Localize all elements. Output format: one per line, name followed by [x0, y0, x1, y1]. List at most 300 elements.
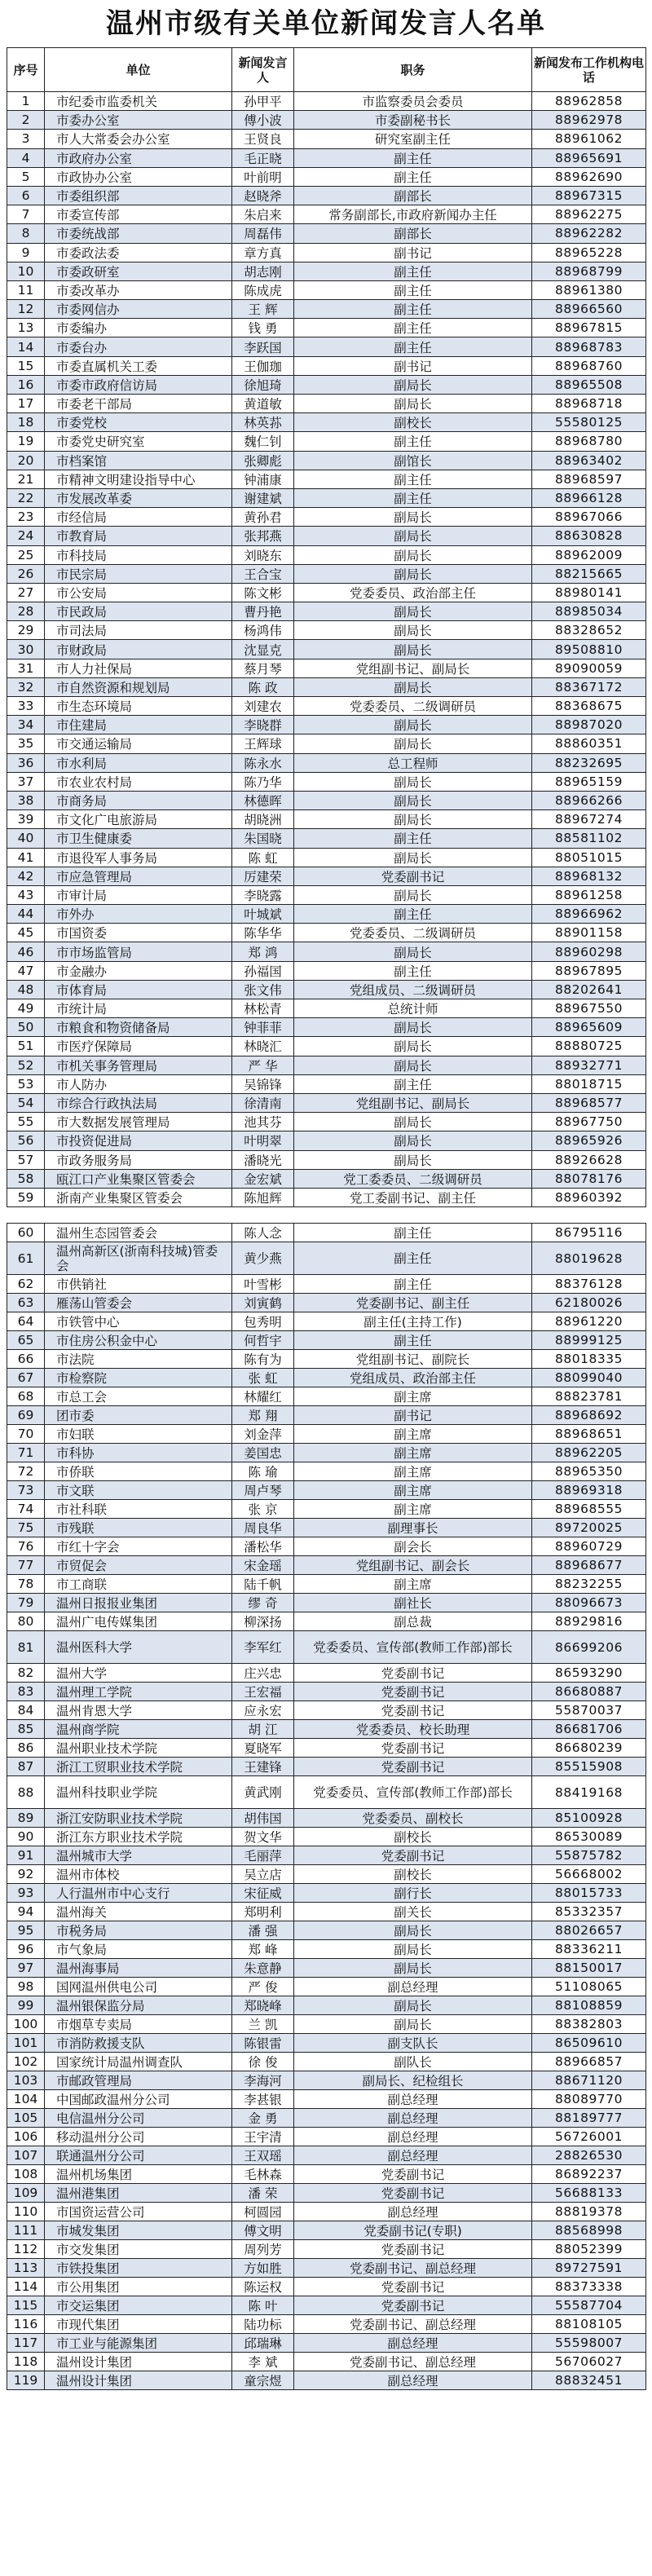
spokesman-name: 王贤良: [232, 130, 294, 148]
phone-number: 88960392: [532, 1188, 646, 1206]
phone-number: 88965228: [532, 243, 646, 262]
unit-name: 市红十字会: [45, 1537, 232, 1556]
unit-name: 市商务局: [45, 791, 232, 809]
phone-number: 88968132: [532, 867, 646, 885]
unit-name: 市委统战部: [45, 224, 232, 243]
unit-name: 移动温州分公司: [45, 2128, 232, 2146]
spokesman-name: 章方真: [232, 243, 294, 262]
phone-number: 89720025: [532, 1519, 646, 1537]
spokesman-name: 郑明利: [232, 1903, 294, 1921]
duty: 副局长、纪检组长: [294, 2071, 532, 2090]
row-number: 57: [7, 1150, 45, 1169]
spokesman-name: 潘松华: [232, 1537, 294, 1556]
phone-number: 88968783: [532, 337, 646, 356]
table-row: [7, 300, 646, 319]
table-row: [7, 1631, 646, 1664]
row-number: 8: [7, 224, 45, 243]
row-number: 52: [7, 1056, 45, 1074]
row-number: 97: [7, 1959, 45, 1978]
unit-name: 市人力社保局: [45, 659, 232, 677]
row-number: 2: [7, 111, 45, 130]
row-number: 109: [7, 2184, 45, 2203]
spokesman-name: 徐旭琦: [232, 375, 294, 394]
duty: 副会长: [294, 1537, 532, 1556]
unit-name: 人行温州市中心支行: [45, 1884, 232, 1903]
duty: 副主任: [294, 961, 532, 980]
phone-number: 88967066: [532, 508, 646, 527]
unit-name: 市供销社: [45, 1275, 232, 1294]
duty: 副总经理: [294, 2334, 532, 2353]
row-number: 39: [7, 810, 45, 829]
spokesman-name: 黄孙君: [232, 508, 294, 527]
unit-name: 市发展改革委: [45, 488, 232, 507]
duty: 党工委副书记、副主任: [294, 1188, 532, 1206]
phone-number: 88096673: [532, 1594, 646, 1612]
unit-name: 市住建局: [45, 716, 232, 734]
unit-name: 市民宗局: [45, 564, 232, 583]
row-number: 7: [7, 205, 45, 224]
table-row: [7, 677, 646, 696]
duty: 常务副部长,市政府新闻办主任: [294, 205, 532, 224]
spokesman-name: 黄道敏: [232, 395, 294, 413]
duty: 副总经理: [294, 2128, 532, 2146]
phone-number: 88568998: [532, 2221, 646, 2240]
phone-number: 88968651: [532, 1425, 646, 1444]
spokesman-name: 黄武刚: [232, 1776, 294, 1809]
row-number: 86: [7, 1739, 45, 1758]
unit-name: 市人大常委会办公室: [45, 130, 232, 148]
unit-name: 市审计局: [45, 885, 232, 904]
phone-number: 88108105: [532, 2315, 646, 2334]
table-row: [7, 1519, 646, 1537]
table-row: [7, 1921, 646, 1940]
row-number: 70: [7, 1425, 45, 1444]
spokesman-name: 孙福国: [232, 961, 294, 980]
duty: 副局长: [294, 640, 532, 659]
table-row: [7, 2203, 646, 2221]
duty: 副主席: [294, 1387, 532, 1406]
table-row: [7, 2353, 646, 2371]
spokesman-name: 周列芳: [232, 2240, 294, 2259]
unit-name: 瓯江口产业集聚区管委会: [45, 1169, 232, 1188]
duty: 副局长: [294, 621, 532, 640]
duty: 副局长: [294, 2015, 532, 2034]
table-row: [7, 111, 646, 130]
table-row: [7, 451, 646, 470]
row-number: 95: [7, 1921, 45, 1940]
table-row: [7, 753, 646, 772]
row-number: 87: [7, 1758, 45, 1776]
phone-number: 86795116: [532, 1224, 646, 1242]
table-row: [7, 508, 646, 527]
table-row: [7, 1664, 646, 1683]
row-number: 92: [7, 1865, 45, 1884]
header-phone: 新闻发布工作机构电话: [532, 48, 646, 92]
row-number: 20: [7, 451, 45, 470]
phone-number: 88832451: [532, 2371, 646, 2390]
phone-number: 86593290: [532, 1664, 646, 1683]
table-row: [7, 262, 646, 280]
phone-number: 88932771: [532, 1056, 646, 1074]
unit-name: 市住房公积金中心: [45, 1331, 232, 1350]
phone-number: 88962205: [532, 1444, 646, 1462]
duty: 党委副书记: [294, 867, 532, 885]
spokesman-name: 刘寅鹤: [232, 1294, 294, 1312]
row-number: 42: [7, 867, 45, 885]
duty: 副局长: [294, 716, 532, 734]
unit-name: 温州高新区(浙南科技城)管委会: [45, 1242, 232, 1275]
unit-name: 市国资运营公司: [45, 2203, 232, 2221]
spokesman-name: 吴锦锋: [232, 1074, 294, 1093]
spokesman-name: 林耀红: [232, 1387, 294, 1406]
table-row: [7, 716, 646, 734]
duty: 副主任: [294, 148, 532, 167]
unit-name: 温州银保监分局: [45, 1996, 232, 2015]
row-number: 83: [7, 1683, 45, 1701]
table-row: [7, 1331, 646, 1350]
unit-name: 市统计局: [45, 999, 232, 1018]
spokesman-name: 钟浦康: [232, 470, 294, 488]
table-row: [7, 488, 646, 507]
unit-name: 温州日报报业集团: [45, 1594, 232, 1612]
row-number: 63: [7, 1294, 45, 1312]
table-row: [7, 791, 646, 809]
table-row: [7, 1575, 646, 1594]
unit-name: 市邮政管理局: [45, 2071, 232, 2090]
unit-name: 市纪委市监委机关: [45, 92, 232, 111]
unit-name: 市总工会: [45, 1387, 232, 1406]
spokesman-name: 王 辉: [232, 300, 294, 319]
duty: 党委副书记: [294, 1739, 532, 1758]
phone-number: 88967274: [532, 810, 646, 829]
unit-name: 市委政研室: [45, 262, 232, 280]
unit-name: 市法院: [45, 1350, 232, 1369]
table-row: [7, 1720, 646, 1739]
phone-number: 55587704: [532, 2296, 646, 2315]
row-number: 116: [7, 2315, 45, 2334]
unit-name: 市委网信办: [45, 300, 232, 319]
row-number: 56: [7, 1131, 45, 1150]
unit-name: 市侨联: [45, 1462, 232, 1481]
duty: 总统计师: [294, 999, 532, 1018]
phone-number: 88968718: [532, 395, 646, 413]
duty: 党委副书记: [294, 2165, 532, 2184]
unit-name: 温州设计集团: [45, 2353, 232, 2371]
table-row: [7, 2221, 646, 2240]
unit-name: 市投资促进局: [45, 1131, 232, 1150]
duty: 副局长: [294, 395, 532, 413]
spokesman-name: 刘晓东: [232, 545, 294, 564]
unit-name: 市社科联: [45, 1500, 232, 1519]
phone-number: 88189777: [532, 2109, 646, 2128]
duty: 党委委员、政治部主任: [294, 583, 532, 602]
unit-name: 市外办: [45, 905, 232, 924]
spokesman-name: 胡 江: [232, 1720, 294, 1739]
table-row: [7, 1312, 646, 1331]
duty: 副主任: [294, 319, 532, 337]
spokesman-name: 叶城斌: [232, 905, 294, 924]
phone-number: 56706027: [532, 2353, 646, 2371]
row-number: 46: [7, 942, 45, 961]
table-row: [7, 961, 646, 980]
unit-name: 温州科技职业学院: [45, 1776, 232, 1809]
duty: 党组副书记、副局长: [294, 659, 532, 677]
spokesman-name: 林松青: [232, 999, 294, 1018]
row-number: 111: [7, 2221, 45, 2240]
duty: 党委委员、二级调研员: [294, 697, 532, 716]
spokesman-name: 叶前明: [232, 167, 294, 186]
duty: 副部长: [294, 224, 532, 243]
spokesman-name: 钱 勇: [232, 319, 294, 337]
row-number: 107: [7, 2146, 45, 2165]
row-number: 68: [7, 1387, 45, 1406]
phone-number: 88232695: [532, 753, 646, 772]
phone-number: 88965926: [532, 1131, 646, 1150]
row-number: 65: [7, 1331, 45, 1350]
phone-number: 88963402: [532, 451, 646, 470]
phone-number: 88965508: [532, 375, 646, 394]
table-row: [7, 2184, 646, 2203]
spokesman-name: 潘晓光: [232, 1150, 294, 1169]
duty: 副主任: [294, 905, 532, 924]
duty: 党组成员、政治部主任: [294, 1369, 532, 1387]
table-row: [7, 2034, 646, 2053]
duty: 党委副书记、副总经理: [294, 2353, 532, 2371]
spokesman-name: 李军红: [232, 1631, 294, 1664]
row-number: 66: [7, 1350, 45, 1369]
phone-number: 88880725: [532, 1037, 646, 1056]
spokesman-name: 魏仁钊: [232, 432, 294, 451]
phone-number: 88962858: [532, 92, 646, 111]
unit-name: 温州机场集团: [45, 2165, 232, 2184]
table-row: [7, 1131, 646, 1150]
table-row: [7, 2109, 646, 2128]
phone-number: 88018335: [532, 1350, 646, 1369]
duty: 党委副书记: [294, 1683, 532, 1701]
phone-number: 55875782: [532, 1846, 646, 1865]
row-number: 115: [7, 2296, 45, 2315]
unit-name: 浙南产业集聚区管委会: [45, 1188, 232, 1206]
unit-name: 温州职业技术学院: [45, 1739, 232, 1758]
table-row: [7, 602, 646, 621]
table-row: [7, 1683, 646, 1701]
duty: 副总经理: [294, 2090, 532, 2109]
phone-number: 88969318: [532, 1481, 646, 1500]
spokesman-name: 胡伟国: [232, 1809, 294, 1828]
row-number: 73: [7, 1481, 45, 1500]
spokesman-name: 张 京: [232, 1500, 294, 1519]
duty: 副社长: [294, 1594, 532, 1612]
table-row: [7, 280, 646, 299]
spokesman-name: 张卿彪: [232, 451, 294, 470]
unit-name: 国家统计局温州调查队: [45, 2053, 232, 2071]
table-row: [7, 2165, 646, 2184]
phone-number: 88232255: [532, 1575, 646, 1594]
spokesman-name: 胡晓洲: [232, 810, 294, 829]
table-row: [7, 2315, 646, 2334]
duty: 副书记: [294, 1406, 532, 1425]
table-row: [7, 1294, 646, 1312]
table-row: [7, 1865, 646, 1884]
row-number: 118: [7, 2353, 45, 2371]
phone-number: 88968677: [532, 1556, 646, 1575]
row-number: 71: [7, 1444, 45, 1462]
duty: 副书记: [294, 243, 532, 262]
duty: 副局长: [294, 1056, 532, 1074]
duty: 副总经理: [294, 2146, 532, 2165]
row-number: 14: [7, 337, 45, 356]
spokesman-name: 张文伟: [232, 980, 294, 999]
phone-number: 88967750: [532, 1113, 646, 1131]
spokesman-name: 严 俊: [232, 1978, 294, 1996]
duty: 副主任: [294, 470, 532, 488]
row-number: 33: [7, 697, 45, 716]
duty: 副支队长: [294, 2034, 532, 2053]
unit-name: 市政协办公室: [45, 167, 232, 186]
unit-name: 市经信局: [45, 508, 232, 527]
duty: 副局长: [294, 1996, 532, 2015]
spokesman-name: 方如胜: [232, 2259, 294, 2278]
unit-name: 市铁投集团: [45, 2259, 232, 2278]
duty: 副主任: [294, 262, 532, 280]
table-row: [7, 432, 646, 451]
duty: 副主任: [294, 167, 532, 186]
spokesman-name: 周卢琴: [232, 1481, 294, 1500]
phone-number: 88019628: [532, 1242, 646, 1275]
unit-name: 市妇联: [45, 1425, 232, 1444]
duty: 党委委员、二级调研员: [294, 924, 532, 942]
spokesman-name: 李跃国: [232, 337, 294, 356]
duty: 总工程师: [294, 753, 532, 772]
table-row: [7, 1113, 646, 1131]
phone-number: 88026657: [532, 1921, 646, 1940]
row-number: 4: [7, 148, 45, 167]
table-row: [7, 130, 646, 148]
duty: 副局长: [294, 545, 532, 564]
phone-number: 88962009: [532, 545, 646, 564]
unit-name: 市铁管中心: [45, 1312, 232, 1331]
phone-number: 51108065: [532, 1978, 646, 1996]
spokesman-name: 王伽珈: [232, 356, 294, 375]
phone-number: 88860351: [532, 734, 646, 753]
duty: 副主任: [294, 280, 532, 299]
unit-name: 电信温州分公司: [45, 2109, 232, 2128]
row-number: 85: [7, 1720, 45, 1739]
row-number: 18: [7, 413, 45, 432]
spokesman-name: 缪 奇: [232, 1594, 294, 1612]
unit-name: 温州城市大学: [45, 1846, 232, 1865]
spokesman-table-part-2: [7, 1223, 646, 2390]
table-row: [7, 395, 646, 413]
duty: 党组成员、二级调研员: [294, 980, 532, 999]
row-number: 110: [7, 2203, 45, 2221]
duty: 市监察委员会委员: [294, 92, 532, 111]
unit-name: 市金融办: [45, 961, 232, 980]
spokesman-name: 金 勇: [232, 2109, 294, 2128]
duty: 党委副书记: [294, 1758, 532, 1776]
row-number: 60: [7, 1224, 45, 1242]
duty: 副局长: [294, 677, 532, 696]
phone-number: 88968555: [532, 1500, 646, 1519]
spokesman-name: 叶明翠: [232, 1131, 294, 1150]
table-row: [7, 1406, 646, 1425]
spokesman-name: 柯圆园: [232, 2203, 294, 2221]
unit-name: 市贸促会: [45, 1556, 232, 1575]
unit-name: 浙江安防职业技术学院: [45, 1809, 232, 1828]
unit-name: 温州肯恩大学: [45, 1701, 232, 1720]
unit-name: 市委直属机关工委: [45, 356, 232, 375]
unit-name: 团市委: [45, 1406, 232, 1425]
table-row: [7, 829, 646, 848]
duty: 副局长: [294, 772, 532, 791]
row-number: 53: [7, 1074, 45, 1093]
row-number: 6: [7, 186, 45, 205]
duty: 副局长: [294, 564, 532, 583]
spokesman-name: 刘金萍: [232, 1425, 294, 1444]
duty: 副关长: [294, 1903, 532, 1921]
duty: 副部长: [294, 186, 532, 205]
spokesman-name: 宋金瑶: [232, 1556, 294, 1575]
row-number: 15: [7, 356, 45, 375]
header-duty: 职务: [294, 48, 532, 92]
table-row: [7, 1037, 646, 1056]
unit-name: 市体育局: [45, 980, 232, 999]
spokesman-name: 王辉球: [232, 734, 294, 753]
row-number: 98: [7, 1978, 45, 1996]
row-number: 75: [7, 1519, 45, 1537]
row-number: 40: [7, 829, 45, 848]
spokesman-name: 朱意静: [232, 1959, 294, 1978]
page-title: 温州市级有关单位新闻发言人名单: [106, 7, 546, 40]
phone-number: 88965691: [532, 148, 646, 167]
unit-name: 国网温州供电公司: [45, 1978, 232, 1996]
row-number: 112: [7, 2240, 45, 2259]
table-row: [7, 1169, 646, 1188]
phone-number: 85515908: [532, 1758, 646, 1776]
phone-number: 88671120: [532, 2071, 646, 2090]
duty: 副局长: [294, 1959, 532, 1978]
spokesman-name: 陈人念: [232, 1224, 294, 1242]
phone-number: 62180026: [532, 1294, 646, 1312]
unit-name: 市精神文明建设指导中心: [45, 470, 232, 488]
duty: 党委副书记、副总经理: [294, 2315, 532, 2334]
row-number: 69: [7, 1406, 45, 1425]
spokesman-name: 朱启来: [232, 205, 294, 224]
unit-name: 温州市体校: [45, 1865, 232, 1884]
spokesman-name: 林英荪: [232, 413, 294, 432]
spokesman-name: 黄少燕: [232, 1242, 294, 1275]
duty: 党委副书记: [294, 2278, 532, 2296]
table-row: [7, 772, 646, 791]
header-no: 序号: [7, 48, 45, 92]
unit-name: 市科协: [45, 1444, 232, 1462]
phone-number: 88960729: [532, 1537, 646, 1556]
row-number: 41: [7, 848, 45, 867]
phone-number: 88202641: [532, 980, 646, 999]
table-row: [7, 148, 646, 167]
table-row: [7, 1809, 646, 1828]
unit-name: 市农业农村局: [45, 772, 232, 791]
phone-number: 88965609: [532, 1018, 646, 1037]
table-row: [7, 167, 646, 186]
table-row: [7, 1481, 646, 1500]
table-row: [7, 1188, 646, 1206]
phone-number: 88965350: [532, 1462, 646, 1481]
phone-number: 88965159: [532, 772, 646, 791]
row-number: 96: [7, 1940, 45, 1959]
unit-name: 市税务局: [45, 1921, 232, 1940]
phone-number: 88015733: [532, 1884, 646, 1903]
